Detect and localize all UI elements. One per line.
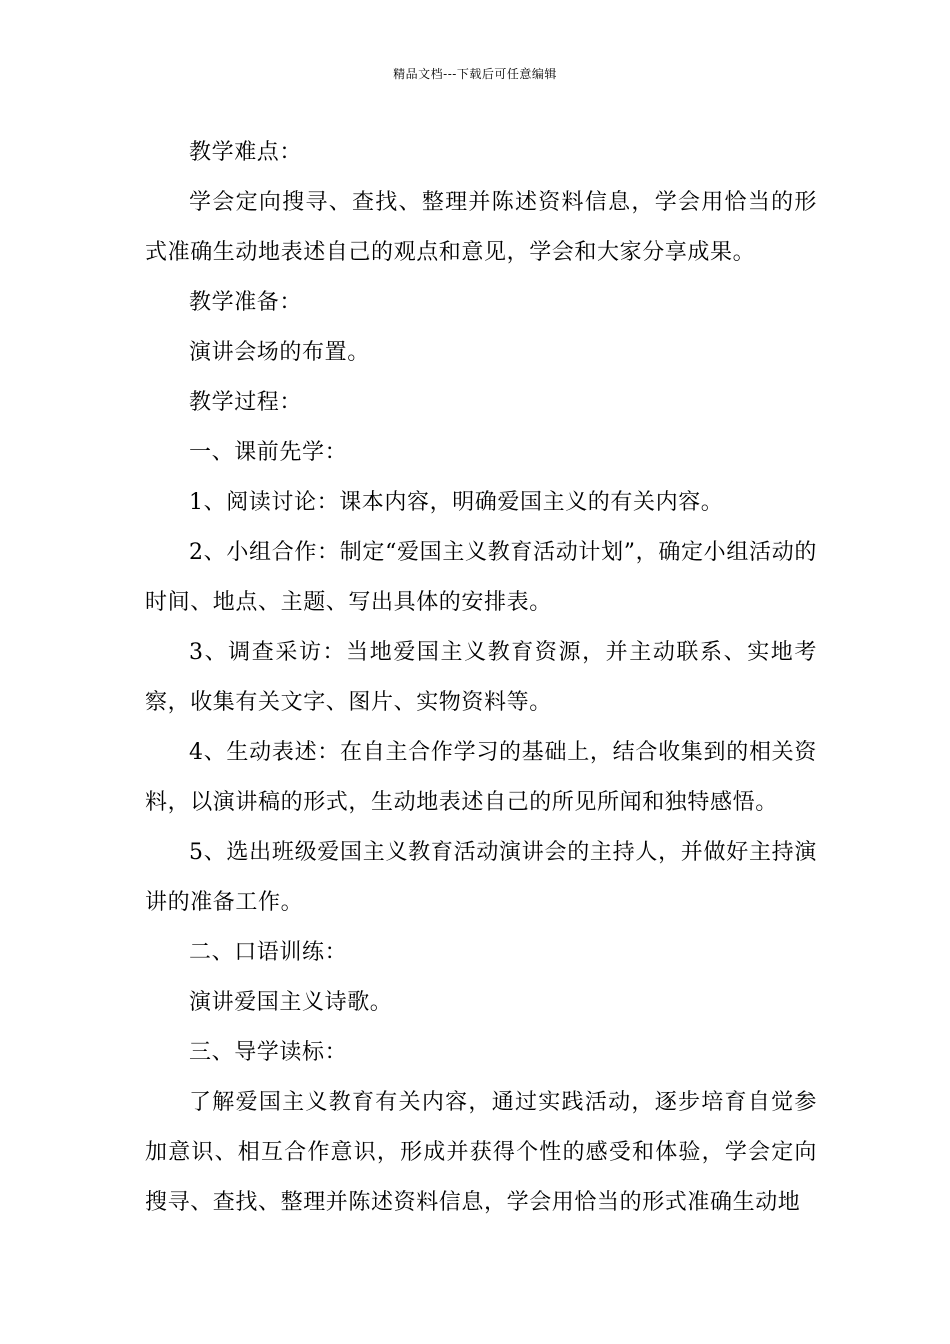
paragraph-guided-reading-text: 了解爱国主义教育有关内容，通过实践活动，逐步培育自觉参加意识、相互合作意识，形成并获得个性的感受和体验，学会定向搜寻、查找、整理并陈述资料信息，学会用恰当的形式准确生动地 <box>145 1090 817 1215</box>
section-heading-pre-study: 一、课前先学： <box>189 440 348 465</box>
section-heading-oral-training: 二、口语训练： <box>189 940 348 965</box>
document-body <box>145 128 817 1228</box>
heading-teaching-preparation: 教学准备： <box>189 290 303 315</box>
paragraph-difficulties-text: 学会定向搜寻、查找、整理并陈述资料信息，学会用恰当的形式准确生动地表述自己的观点和意见，学会和大家分享成果。 <box>145 190 817 265</box>
section-heading-guided-reading: 三、导学读标： <box>189 1040 348 1065</box>
list-item-5: 5、选出班级爱国主义教育活动演讲会的主持人，并做好主持演讲的准备工作。 <box>145 840 817 915</box>
heading-teaching-process: 教学过程： <box>189 390 303 415</box>
paragraph-preparation-text: 演讲会场的布置。 <box>189 340 370 365</box>
list-item-2: 2、小组合作：制定“爱国主义教育活动计划”，确定小组活动的时间、地点、主题、写出具体的安排表。 <box>145 540 817 615</box>
paragraph-oral-training-text: 演讲爱国主义诗歌。 <box>189 990 393 1015</box>
list-item-1: 1、阅读讨论：课本内容，明确爱国主义的有关内容。 <box>189 490 724 515</box>
list-item-4: 4、生动表述：在自主合作学习的基础上，结合收集到的相关资料，以演讲稿的形式，生动地表述自己的所见所闻和独特感悟。 <box>145 740 817 815</box>
heading-teaching-difficulties: 教学难点： <box>189 140 303 165</box>
list-item-3: 3、调查采访：当地爱国主义教育资源，并主动联系、实地考察，收集有关文字、图片、实物资料等。 <box>145 640 817 715</box>
page-header: 精品文档---下载后可任意编辑 <box>393 67 557 81</box>
